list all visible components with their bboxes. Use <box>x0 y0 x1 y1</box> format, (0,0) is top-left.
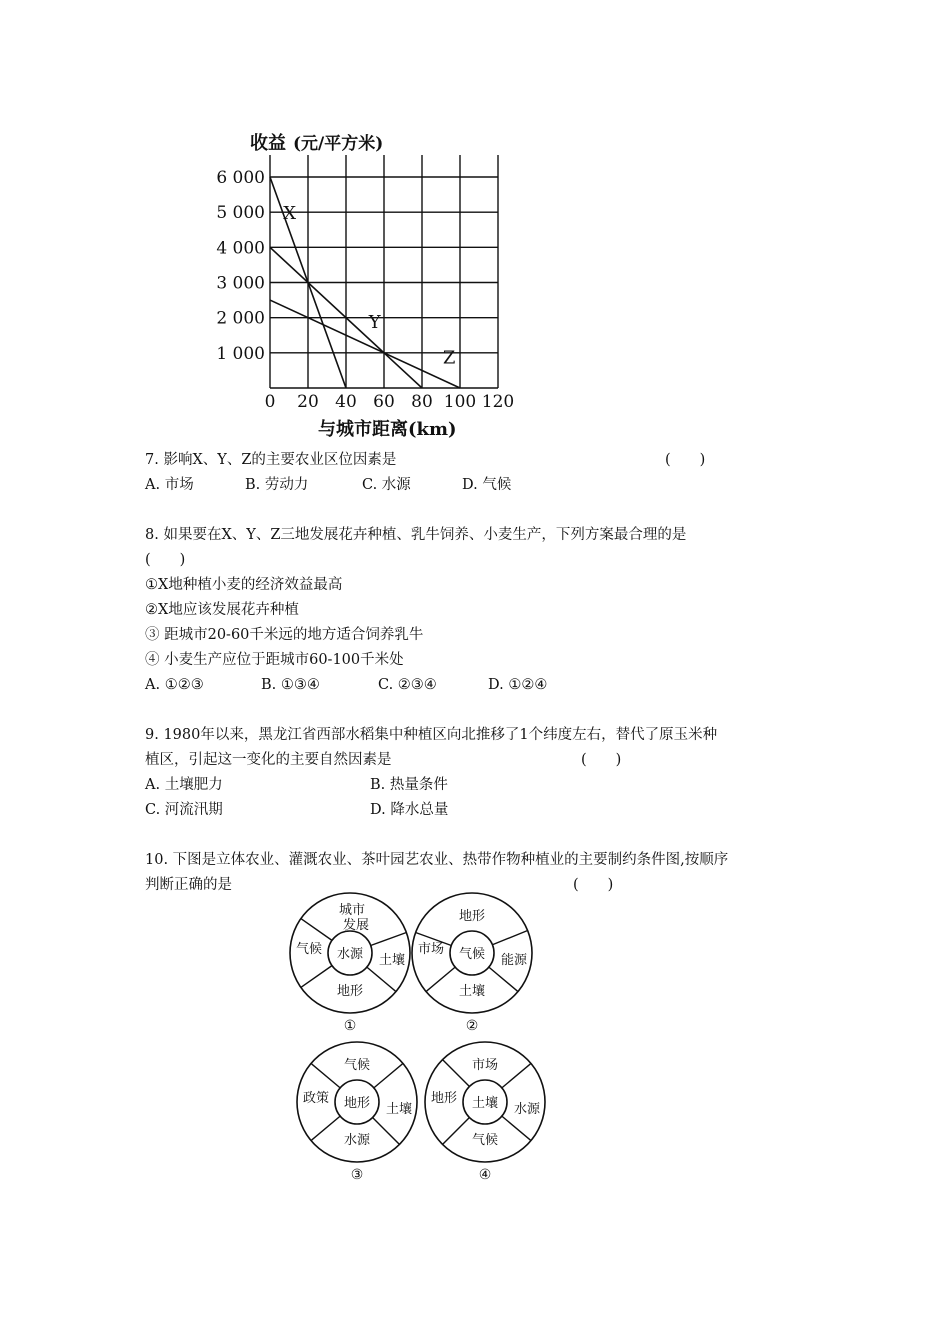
chart-xlabel: 与城市距离(km) <box>318 419 457 440</box>
wheel-divider <box>489 967 518 991</box>
wheel-center-label: 土壤 <box>471 1096 499 1111</box>
wheel-right-label: 土壤 <box>378 953 406 968</box>
q8-option-c: C. ②③④ <box>378 677 437 693</box>
y-tick-label: 2 000 <box>216 308 265 329</box>
wheel-bottom-label: 地形 <box>336 984 364 999</box>
wheel-top-label: 地形 <box>458 909 486 924</box>
wheel-number-label: ① <box>343 1018 357 1034</box>
wheel-top-label: 气候 <box>343 1058 371 1073</box>
wheel-top-label: 市场 <box>471 1058 499 1073</box>
q8-option-d: D. ①②④ <box>488 677 548 693</box>
y-tick-label: 1 000 <box>216 343 265 364</box>
wheel-bottom-label: 气候 <box>471 1133 499 1148</box>
q9-option-d: D. 降水总量 <box>370 802 449 818</box>
y-tick-label: 3 000 <box>216 273 265 294</box>
wheel-divider <box>367 967 396 991</box>
wheel-right-label: 土壤 <box>385 1102 413 1117</box>
wheel-bottom-label: 土壤 <box>458 984 486 999</box>
wheel-center-label: 水源 <box>336 947 364 962</box>
q10-bracket: ( ) <box>573 877 614 893</box>
wheel-divider <box>374 1063 403 1087</box>
x-tick-label: 0 <box>264 392 276 412</box>
wheel-left-label: 市场 <box>417 942 445 957</box>
q8-item-4: ④ 小麦生产应位于距城市60-100千米处 <box>145 652 404 668</box>
q8-item-1: ①X地种植小麦的经济效益最高 <box>145 577 343 593</box>
q7-option-c: C. 水源 <box>362 477 411 493</box>
wheel-right-label: 能源 <box>500 953 528 968</box>
series-label-y: Y <box>368 312 381 334</box>
wheel-bottom-label: 水源 <box>343 1133 371 1148</box>
series-label-x: X <box>283 203 297 225</box>
wheel-number-label: ② <box>465 1018 479 1034</box>
wheel-diagram-2 <box>412 893 532 1034</box>
q10-stem-line2: 判断正确的是 <box>145 877 232 893</box>
q8-option-a: A. ①②③ <box>145 677 204 693</box>
q9-option-b: B. 热量条件 <box>370 777 448 793</box>
q8-bracket: ( ) <box>145 552 186 568</box>
wheel-divider <box>373 1118 400 1145</box>
wheel-left-label: 政策 <box>302 1091 330 1106</box>
chart-title: 收益 <box>250 133 286 154</box>
y-tick-label: 5 000 <box>216 203 265 224</box>
q8-stem: 8. 如果要在X、Y、Z三地发展花卉种植、乳牛饲养、小麦生产，下列方案最合理的是 <box>145 527 687 543</box>
q7-stem: 7. 影响X、Y、Z的主要农业区位因素是 <box>145 452 397 468</box>
wheel-divider <box>502 1116 531 1140</box>
q7-option-b: B. 劳动力 <box>245 477 309 493</box>
wheel-left-label: 地形 <box>430 1091 458 1106</box>
series-line-z <box>270 300 460 388</box>
wheel-center-label: 地形 <box>343 1096 371 1111</box>
q9-stem-line1: 9. 1980年以来，黑龙江省西部水稻集中种植区向北推移了1个纬度左右，替代了原玉米种 <box>145 727 718 743</box>
x-tick-label: 100 <box>443 392 477 412</box>
wheel-number-label: ④ <box>478 1167 492 1183</box>
wheel-right-label: 水源 <box>513 1102 541 1117</box>
y-tick-label: 6 000 <box>216 168 265 188</box>
constraint-wheels-figure <box>280 890 580 1200</box>
wheel-divider <box>301 966 332 988</box>
wheel-divider <box>371 932 407 945</box>
x-tick-label: 20 <box>297 392 319 412</box>
q9-option-c: C. 河流汛期 <box>145 802 223 818</box>
wheel-divider <box>311 1063 340 1087</box>
q10-stem-line1: 10. 下图是立体农业、灌溉农业、茶叶园艺农业、热带作物种植业的主要制约条件图,按顺序 <box>145 852 729 868</box>
wheel-diagram-1 <box>290 893 410 1034</box>
wheel-center-label: 气候 <box>458 947 486 962</box>
wheel-top-label: 城市 <box>338 903 366 918</box>
wheel-divider <box>443 1060 470 1087</box>
wheel-top-label-line2: 发展 <box>342 918 370 933</box>
q7-option-d: D. 气候 <box>462 477 512 493</box>
wheel-divider <box>443 1118 470 1145</box>
q8-option-b: B. ①③④ <box>261 677 320 693</box>
revenue-distance-chart <box>200 125 540 445</box>
q9-bracket: ( ) <box>581 752 622 768</box>
wheel-divider <box>311 1116 340 1140</box>
series-label-z: Z <box>442 347 456 369</box>
wheel-diagram-3 <box>297 1042 417 1183</box>
q8-item-3: ③ 距城市20-60千米远的地方适合饲养乳牛 <box>145 627 424 643</box>
x-tick-label: 40 <box>335 392 357 412</box>
wheel-divider <box>426 967 455 991</box>
wheel-divider <box>301 919 332 941</box>
wheel-left-label: 气候 <box>295 942 323 957</box>
y-tick-label: 4 000 <box>216 238 265 259</box>
x-tick-label: 80 <box>411 392 433 412</box>
wheel-diagram-4 <box>425 1042 545 1183</box>
wheel-divider <box>502 1063 531 1087</box>
q8-item-2: ②X地应该发展花卉种植 <box>145 602 299 618</box>
q9-stem-line2: 植区，引起这一变化的主要自然因素是 <box>145 752 392 768</box>
q7-bracket: ( ) <box>665 452 706 468</box>
x-tick-label: 60 <box>373 392 395 412</box>
q9-option-a: A. 土壤肥力 <box>145 777 223 793</box>
wheel-number-label: ③ <box>350 1167 364 1183</box>
wheel-divider <box>492 931 527 945</box>
chart-ylabel-unit: (元/平方米) <box>293 134 384 154</box>
x-tick-label: 120 <box>481 392 515 412</box>
q7-option-a: A. 市场 <box>145 477 194 493</box>
